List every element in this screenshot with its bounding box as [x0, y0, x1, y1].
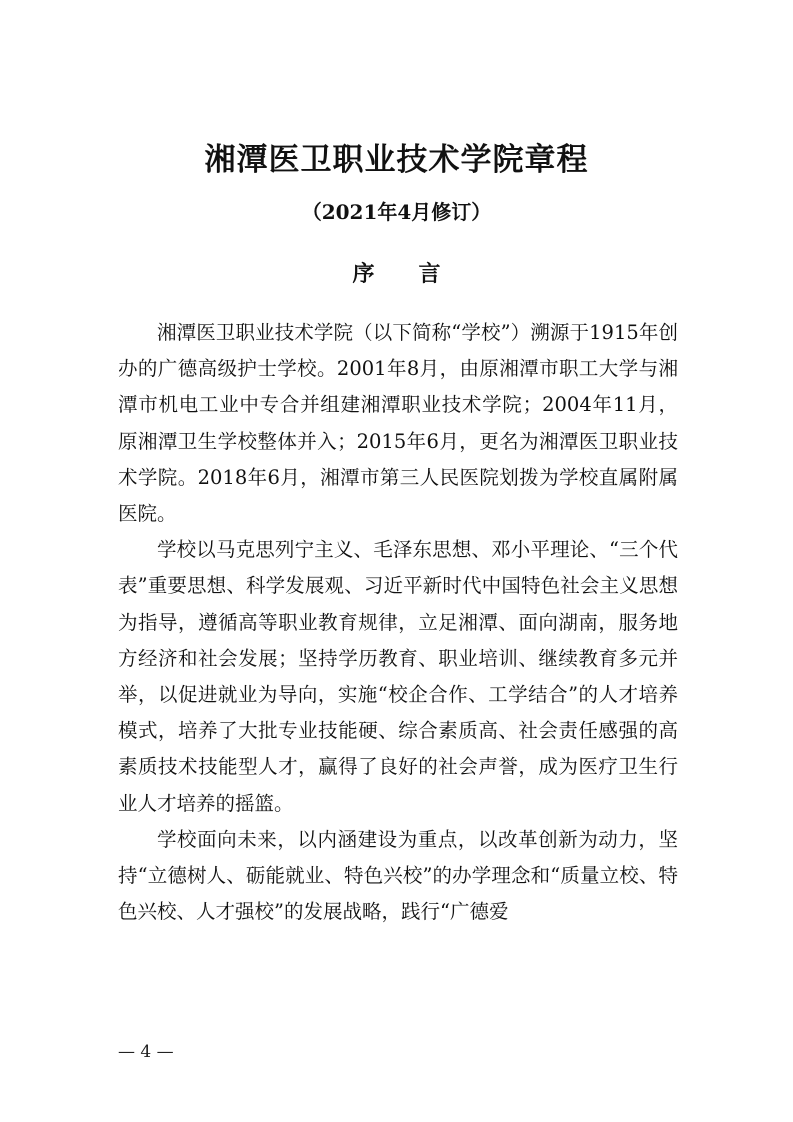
paragraph-history: 湘潭医卫职业技术学院（以下简称“学校”）溯源于1915年创办的广德高级护士学校。2001年8月，由原湘潭市职工大学与湘潭市机电工业中专合并组建湘潭职业技术学院；2004年11月，原湘潭卫生学校整体并入；2015年6月，更名为湘潭医卫职业技术学院。2018年6月，湘潭市第三人民医院划拨为学校直属附属医院。 — [118, 321, 678, 526]
document-title: 湘潭医卫职业技术学院章程 — [204, 142, 589, 178]
paragraph-future: 学校面向未来，以内涵建设为重点，以改革创新为动力，坚持“立德树人、砺能就业、特色兴校”的办学理念和“质量立校、特色兴校、人才强校”的发展战略，践行“广德爱 — [118, 827, 678, 924]
document-body — [118, 315, 678, 930]
document-subtitle: （2021年4月修订） — [301, 200, 492, 224]
section-heading: 序言 — [352, 261, 485, 287]
page-number: — 4 — — [118, 1042, 174, 1062]
paragraph-guiding-principles: 学校以马克思列宁主义、毛泽东思想、邓小平理论、“三个代表”重要思想、科学发展观、习近平新时代中国特色社会主义思想为指导，遵循高等职业教育规律，立足湘潭、面向湖南，服务地方经济和社会发展；坚持学历教育、职业培训、继续教育多元并举，以促进就业为导向，实施“校企合作、工学结合”的人才培养模式，培养了大批专业技能硬、综合素质高、社会责任感强的高素质技术技能型人才，赢得了良好的社会声誉，成为医疗卫生行业人才培养的摇篮。 — [118, 538, 678, 815]
